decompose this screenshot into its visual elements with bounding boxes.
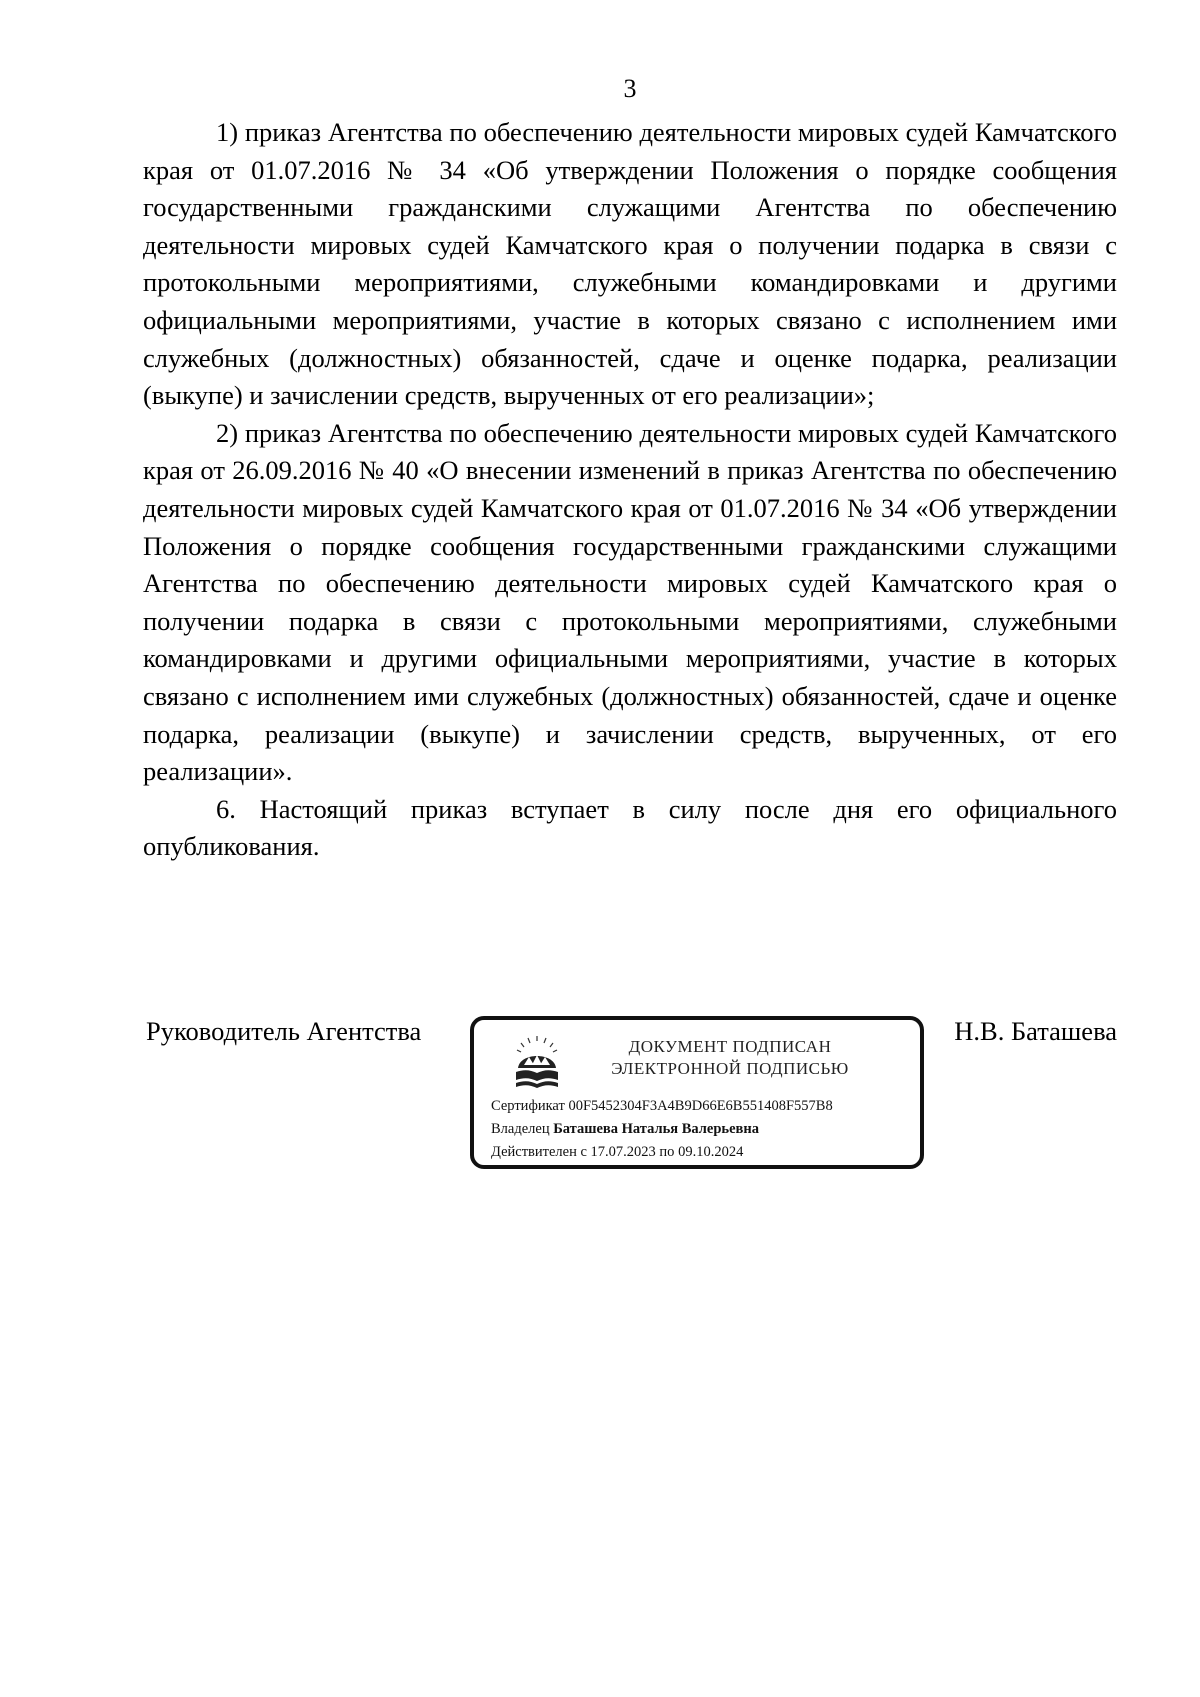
stamp-title-line-2: ЭЛЕКТРОННОЙ ПОДПИСЬЮ <box>611 1059 849 1078</box>
signer-role: Руководитель Агентства <box>146 1016 422 1046</box>
stamp-valid-to: 09.10.2024 <box>678 1144 744 1160</box>
paragraph-item-2: 2) приказ Агентства по обеспечению деятельности мировых судей Камчатского края от 26.09.2016 № 40 «О внесении изменений в приказ Агентства по обеспечению деятельности мировых судей Камчатского края от 01.07.2016 № 34 «Об утверждении Положения о порядке сообщения государственными гражданскими служащими Агентства по обеспечению деятельности мировых судей Камчатского края о получении подарка в связи с протокольными мероприятиями, служебными командировками и другими официальными мероприятиями, участие в которых связано с исполнением ими служебных (должностных) обязанностей, сдаче и оценке подарка, реализации (выкупе) и зачислении средств, вырученных, от его реализации». <box>143 417 1117 787</box>
stamp-title <box>570 1036 890 1080</box>
stamp-valid-to-label: по <box>659 1144 675 1160</box>
kamchatka-emblem-icon <box>512 1034 562 1090</box>
stamp-owner-value: Баташева Наталья Валерьевна <box>553 1121 759 1137</box>
paragraph-item-1: 1) приказ Агентства по обеспечению деятельности мировых судей Камчатского края от 01.07.2016 № 34 «Об утверждении Положения о порядке сообщения государственными гражданскими служащими Агентства по обеспечению деятельности мировых судей Камчатского края о получении подарка в связи с протокольными мероприятиями, служебными командировками и другими официальными мероприятиями, участие в которых связано с исполнением ими служебных (должностных) обязанностей, сдаче и оценке подарка, реализации (выкупе) и зачислении средств, вырученных от его реализации»; <box>143 117 1117 411</box>
stamp-certificate-label: Сертификат <box>491 1098 565 1114</box>
stamp-owner-label: Владелец <box>491 1121 550 1137</box>
signer-name: Н.В. Баташева <box>954 1016 1117 1046</box>
stamp-valid-from: 17.07.2023 <box>590 1144 656 1160</box>
stamp-certificate-value: 00F5452304F3A4B9D66E6B551408F557B8 <box>568 1098 833 1114</box>
stamp-certificate <box>491 1097 833 1115</box>
paragraph-6: 6. Настоящий приказ вступает в силу после дня его официального опубликования. <box>143 793 1117 862</box>
stamp-validity <box>491 1143 743 1161</box>
stamp-title-line-1: ДОКУМЕНТ ПОДПИСАН <box>628 1037 832 1056</box>
electronic-signature-stamp <box>470 1016 924 1169</box>
page-number: 3 <box>623 74 637 103</box>
stamp-owner <box>491 1120 759 1138</box>
document-body <box>143 114 1117 866</box>
stamp-valid-label: Действителен с <box>491 1144 587 1160</box>
